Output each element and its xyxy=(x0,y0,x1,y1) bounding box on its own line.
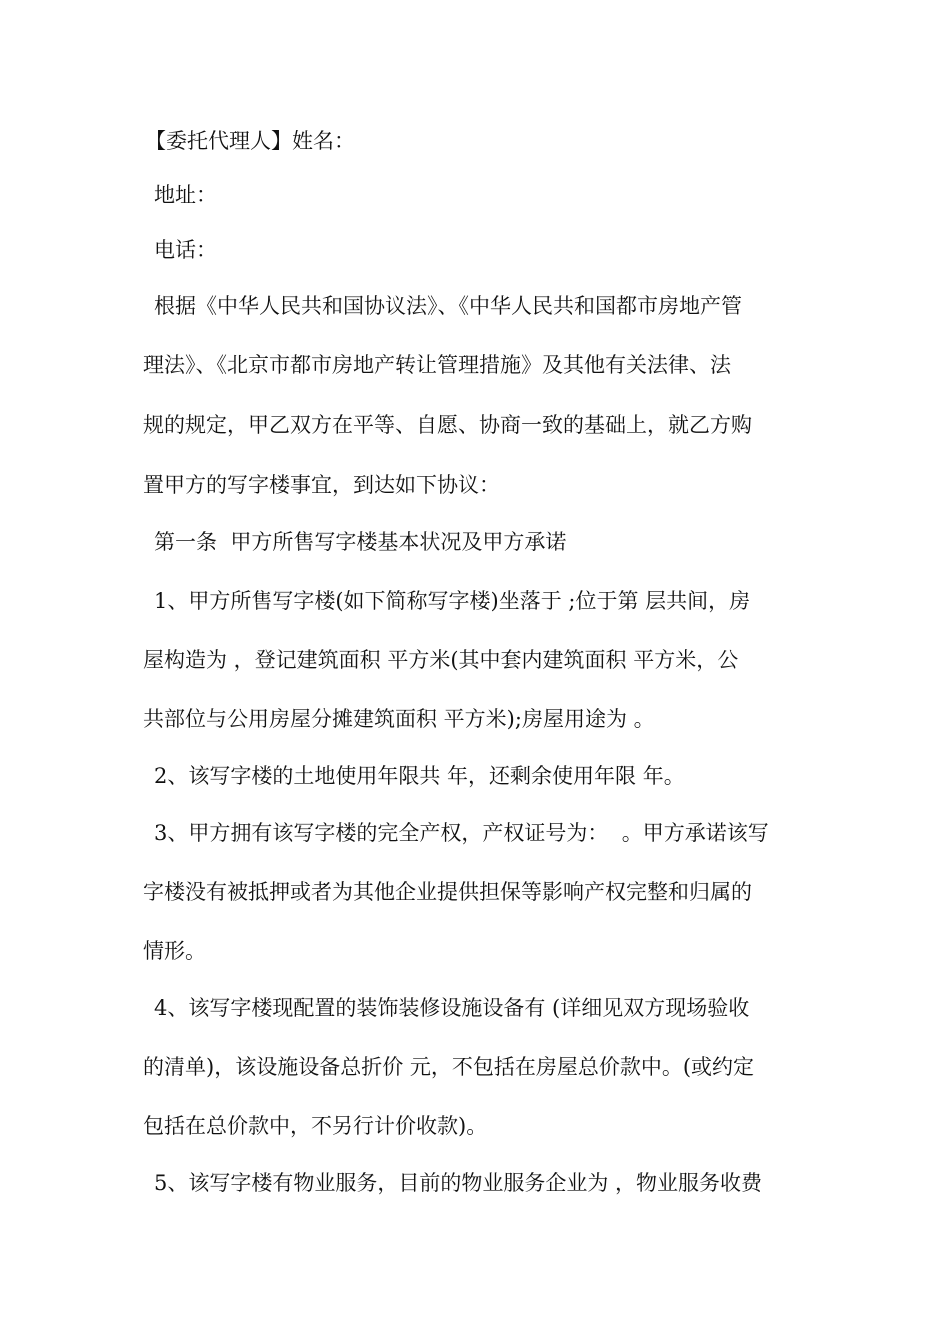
agent-name-line: 【委托代理人】姓名： xyxy=(145,129,355,153)
phone-line: 电话： xyxy=(154,238,217,262)
preamble-line-2: 理法》、《北京市都市房地产转让管理措施》及其他有关法律、法 xyxy=(143,353,731,377)
address-line: 地址： xyxy=(154,183,217,207)
clause-5-line-1: 5、该写字楼有物业服务，目前的物业服务企业为 ，物业服务收费 xyxy=(154,1171,763,1195)
clause-3-line-2: 字楼没有被抵押或者为其他企业提供担保等影响产权完整和归属的 xyxy=(143,880,752,904)
clause-3-line-3: 情形。 xyxy=(143,939,206,963)
article-one-heading: 第一条 甲方所售写字楼基本状况及甲方承诺 xyxy=(154,530,567,554)
preamble-line-1: 根据《中华人民共和国协议法》、《中华人民共和国都市房地产管 xyxy=(154,294,742,318)
clause-2-line-1: 2、该写字楼的土地使用年限共 年，还剩余使用年限 年。 xyxy=(154,764,685,788)
clause-1-line-1: 1、甲方所售写字楼(如下简称写字楼)坐落于 ;位于第 层共间，房 xyxy=(154,589,751,613)
clause-3-line-1: 3、甲方拥有该写字楼的完全产权，产权证号为： 。甲方承诺该写 xyxy=(154,821,769,845)
clause-4-line-1: 4、该写字楼现配置的装饰装修设施设备有 (详细见双方现场验收 xyxy=(154,996,750,1020)
preamble-line-3: 规的规定，甲乙双方在平等、自愿、协商一致的基础上，就乙方购 xyxy=(143,413,752,437)
clause-1-line-2: 屋构造为 ，登记建筑面积 平方米(其中套内建筑面积 平方米，公 xyxy=(143,648,739,672)
clause-4-line-2: 的清单)，该设施设备总折价 元，不包括在房屋总价款中。(或约定 xyxy=(143,1055,755,1079)
preamble-line-4: 置甲方的写字楼事宜，到达如下协议： xyxy=(143,473,500,497)
clause-1-line-3: 共部位与公用房屋分摊建筑面积 平方米);房屋用途为 。 xyxy=(143,707,655,731)
clause-4-line-3: 包括在总价款中，不另行计价收款)。 xyxy=(143,1114,488,1138)
